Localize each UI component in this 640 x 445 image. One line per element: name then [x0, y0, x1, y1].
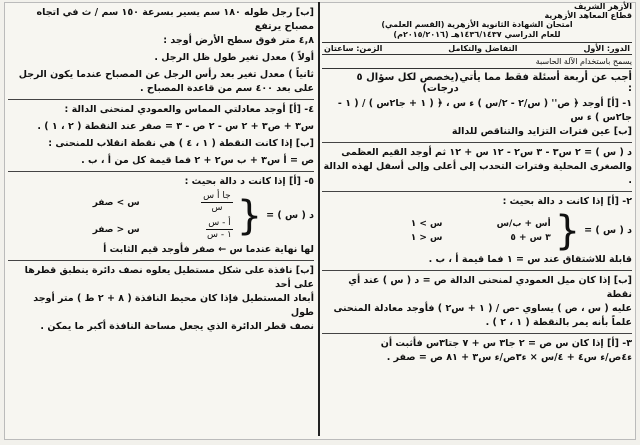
- q2a: ٢- [أ] إذا كانت د دالة بحيث :: [502, 196, 632, 207]
- exam-info-row: [322, 42, 632, 55]
- exam-subject: التفاضل والتكامل: [448, 44, 518, 53]
- q2a-fn-label: د ( س ) =: [584, 225, 632, 236]
- exam-year: للعام الدراسي ١٤٣٦/١٤٣٧هـ (٢٠١٥/٢٠١٦م): [393, 30, 561, 39]
- q2a-end: قابلة للاشتقاق عند س = ١ فما قيمة أ ، ب .: [428, 254, 632, 265]
- q5a-case2-fraction: [206, 218, 232, 241]
- q5b: [ب] نافذة على شكل مستطيل يعلوه نصف دائرة ينطبق قطرها على أحد: [24, 265, 314, 290]
- left-column: [8, 2, 314, 334]
- q4a: ٤- [أ] أوجد معادلتي المماس والعمودي لمنحنى الدالة :: [64, 104, 314, 115]
- q5a: ٥- [أ] إذا كانت د دالة بحيث :: [184, 176, 314, 187]
- q3a-line2: ء٤ص/ء س٤ + ٤/س × ء٣ص/ء س٣ + ٨١ ص = صفر .: [386, 352, 632, 363]
- header-rule: [322, 68, 632, 69]
- q2a-cases: [411, 219, 551, 243]
- q4b-line2: ص = أ س٣ + ب س٢ + ٢ فما قيمة كل من أ ، ب .: [81, 155, 314, 166]
- q3b-part2: ثانياً ) معدل تغير بعد رأس الرجل عن المصباح عندما يكون الرجل: [18, 69, 314, 80]
- q1b: [ب] عين فترات التزايد والتناقص للدالة: [451, 126, 632, 137]
- q5a-case2-num: أ - س: [208, 218, 231, 228]
- q2b-line3: علماً بأنه يمر بالنقطة ( ١ ، ٢ ) .: [485, 317, 632, 328]
- sector-label: قطاع المعاهد الأزهرية: [544, 11, 632, 20]
- q5a-end: لها نهاية عندما س ← صفر فأوجد قيم الثابت أ: [103, 244, 314, 255]
- q5a-case1-den: س: [211, 203, 223, 213]
- q4b: [ب] إذا كانت النقطة ( ١ ، ٤ ) هي نقطة انقلاب للمنحنى :: [48, 138, 314, 149]
- brace-icon: {: [554, 208, 581, 254]
- q2a-cond2: س < ١: [410, 233, 443, 243]
- q5b-line3: نصف قطر الدائرة الذي يجعل مساحة النافذة أكبر ما يمكن .: [40, 321, 314, 332]
- separator: [322, 333, 632, 334]
- q5a-case2-den: ١ - س: [207, 230, 232, 240]
- q5a-fn-label: د ( س ) =: [266, 210, 314, 221]
- q1b-line2: د ( س ) = ٢ س٣ - ٣ س٢ - ١٢ س + ١٢ ثم أوجد القيم العظمى: [341, 147, 632, 158]
- exam-round: الدور: الأول: [583, 44, 630, 53]
- header-top: [322, 2, 632, 11]
- right-column: [322, 2, 632, 365]
- q1b-line3: والصغرى المحلية وفترات التحدب إلى أعلى وإلى أسفل لهذه الدالة .: [323, 161, 632, 186]
- q5a-case1-fraction: [201, 191, 233, 214]
- separator: [8, 260, 314, 261]
- calculator-note: يسمح باستخدام الآلة الحاسبة: [535, 57, 632, 66]
- azhar-label: الأزهر الشريف: [573, 2, 632, 11]
- q5a-case1-num: جا أ س: [203, 191, 231, 201]
- q3b-part1: أولاً ) معدل تغير طول ظل الرجل .: [154, 52, 314, 63]
- column-divider: [318, 2, 320, 436]
- brace-icon: {: [236, 193, 263, 239]
- q4a-line2: س٣ + ص٣ + ٢ س - ٢ ص - ٣ = صفر عند النقطة ( ٢ ، ١ ) .: [37, 121, 314, 132]
- q3b-line2: ٤,٨ متر فوق سطح الأرض أوجد :: [163, 35, 314, 46]
- separator: [322, 142, 632, 143]
- instructions-marks: (يخصص لكل سؤال ٥ درجات): [356, 72, 459, 94]
- q5b-line2: أبعاد المستطيل فإذا كان محيط النافذة ( ٨ + ٢ ط ) متر أوجد طول: [33, 293, 314, 318]
- q2a-case2: ٣ س + ٥: [510, 233, 551, 243]
- q5a-cond1: س > صفر: [92, 197, 140, 208]
- q3b: [ب] رجل طوله ١٨٠ سم يسير بسرعة ١٥٠ سم / ث في اتجاه مصباح يرتفع: [36, 7, 314, 32]
- piecewise-function-q2: [322, 208, 632, 254]
- exam-title: امتحان الشهادة الثانوية الأزهرية (القسم العلمي): [381, 20, 573, 29]
- q2b-line2: عليه ( س ، ص ) يساوي -ص / ( ١ + س٢ ) فأوجد معادلة المنحنى: [333, 303, 632, 314]
- separator: [322, 191, 632, 192]
- separator: [8, 99, 314, 100]
- piecewise-function-q5: [8, 191, 314, 241]
- q5a-cond2: س < صفر: [92, 224, 140, 235]
- separator: [8, 171, 314, 172]
- instructions: [322, 72, 632, 94]
- separator: [322, 270, 632, 271]
- q2b: [ب] إذا كان ميل العمودي لمنحنى الدالة ص = د ( س ) عند أي نقطة: [348, 275, 632, 300]
- q3b-part2-line2: على بعد ٤٠٠ سم من قاعدة المصباح .: [139, 83, 314, 94]
- exam-time: الزمن: ساعتان: [324, 44, 383, 53]
- instructions-text: أجب عن أربعة أسئلة فقط مما يأتي :: [459, 72, 632, 94]
- q2a-cond1: س > ١: [410, 219, 443, 229]
- q2a-case1: أس + ب/س: [496, 219, 551, 229]
- q1a: ١- [أ] أوجد ﴿ ص'' ( س/٢ - ٢/س ) ء س ، ﴿ ( ١ + جا٢س ) / ( ١ - جا٢س ) ء س: [337, 98, 632, 123]
- q3a: ٣- [أ] إذا كان س ص = ٢ جا٣ س + ٧ جتا٣س فأثبت أن: [380, 338, 632, 349]
- q5a-cases: [93, 191, 233, 241]
